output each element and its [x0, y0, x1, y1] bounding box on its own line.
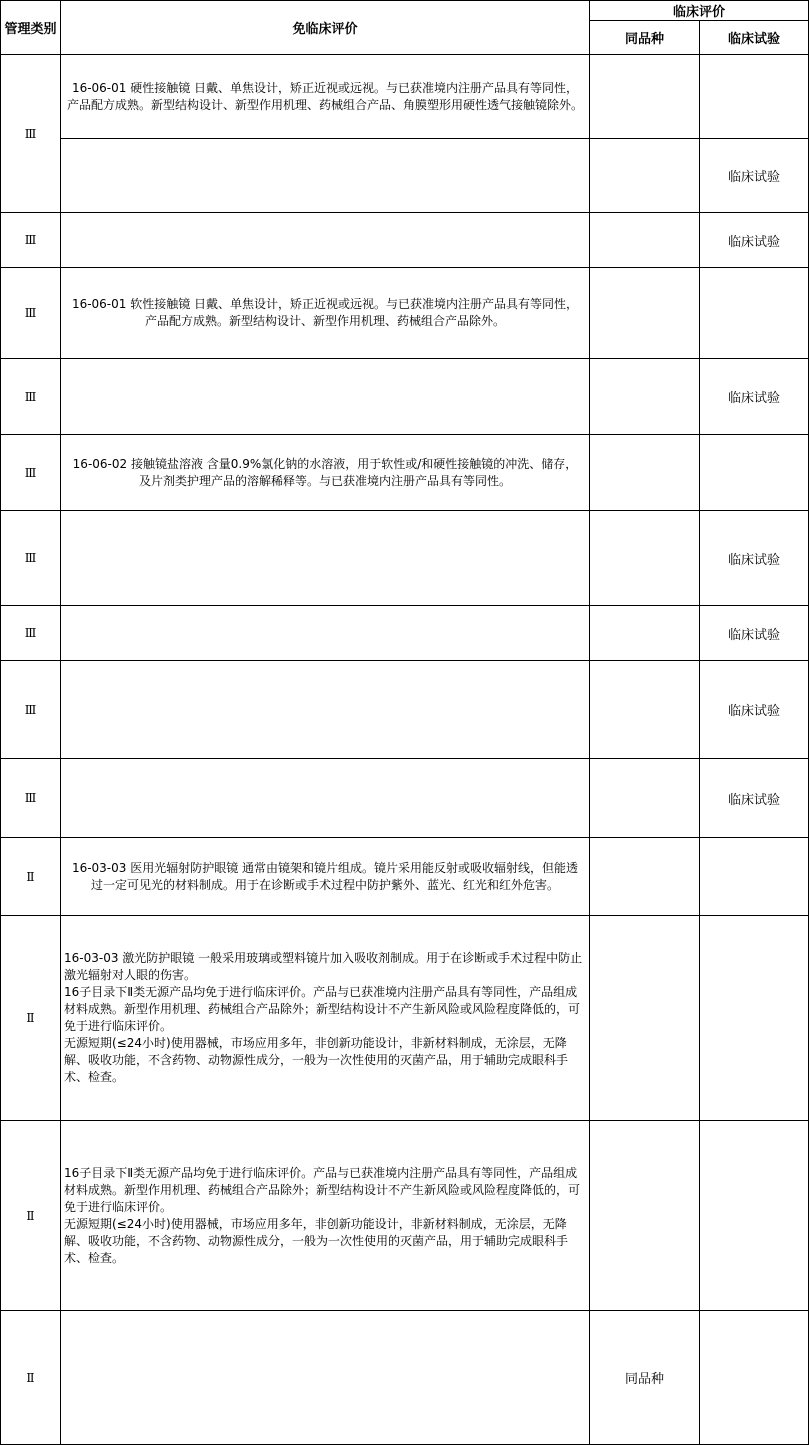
- row-category: Ⅲ: [1, 759, 61, 838]
- row-description: 16-06-01 软性接触镜 日戴、单焦设计，矫正近视或远视。与已获准境内注册产品具有等同性，产品配方成熟。新型结构设计、新型作用机理、药械组合产品除外。: [61, 268, 590, 359]
- row-clinical-trial: 临床试验: [700, 139, 809, 213]
- row-same-variety: [590, 511, 700, 606]
- row-description: [61, 759, 590, 838]
- table-row: [1, 661, 809, 759]
- row-same-variety: [590, 838, 700, 916]
- header-same-variety: 同品种: [590, 21, 700, 55]
- row-description: [61, 139, 590, 213]
- row-same-variety: [590, 916, 700, 1121]
- header-clinical-trial: 临床试验: [700, 21, 809, 55]
- row-category: Ⅲ: [1, 661, 61, 759]
- row-clinical-trial: [700, 838, 809, 916]
- row-category: Ⅲ: [1, 55, 61, 213]
- header-clinical-eval: 临床评价: [590, 1, 809, 21]
- row-clinical-trial: 临床试验: [700, 759, 809, 838]
- row-category: Ⅱ: [1, 838, 61, 916]
- row-same-variety: 同品种: [590, 1311, 700, 1445]
- row-description: [61, 359, 590, 435]
- row-category: Ⅲ: [1, 511, 61, 606]
- table-row: [1, 1121, 809, 1311]
- row-clinical-trial: 临床试验: [700, 661, 809, 759]
- row-clinical-trial: [700, 268, 809, 359]
- row-same-variety: [590, 1121, 700, 1311]
- row-description: [61, 1311, 590, 1445]
- table-row: [1, 511, 809, 606]
- row-clinical-trial: [700, 916, 809, 1121]
- table-row: [1, 759, 809, 838]
- row-clinical-trial: [700, 1311, 809, 1445]
- description-paragraph: 无源短期(≤24小时)使用器械，市场应用多年，非创新功能设计，非新材料制成，无涂层，无降解、吸收功能，不含药物、动物源性成分，一般为一次性使用的灭菌产品，用于辅助完成眼科手术、检查。: [64, 1216, 569, 1265]
- description-paragraph: 16子目录下Ⅱ类无源产品均免于进行临床评价。产品与已获准境内注册产品具有等同性，产品组成材料成熟。新型作用机理、药械组合产品除外；新型结构设计不产生新风险或风险程度降低的，可免于进行临床评价。: [64, 1165, 581, 1214]
- description-paragraph: 16子目录下Ⅱ类无源产品均免于进行临床评价。产品与已获准境内注册产品具有等同性，产品组成材料成熟。新型作用机理、药械组合产品除外；新型结构设计不产生新风险或风险程度降低的，可免于进行临床评价。: [64, 985, 581, 1033]
- row-category: Ⅲ: [1, 359, 61, 435]
- row-same-variety: [590, 435, 700, 511]
- row-description: [61, 1121, 590, 1311]
- row-same-variety: [590, 661, 700, 759]
- row-description: [61, 916, 590, 1121]
- row-description: [61, 511, 590, 606]
- row-description: [61, 661, 590, 759]
- row-same-variety: [590, 359, 700, 435]
- row-clinical-trial: [700, 1121, 809, 1311]
- row-category: Ⅲ: [1, 435, 61, 511]
- row-description: 16-06-01 硬性接触镜 日戴、单焦设计，矫正近视或远视。与已获准境内注册产品具有等同性，产品配方成熟。新型结构设计、新型作用机理、药械组合产品、角膜塑形用硬性透气接触镜除外。: [61, 55, 590, 139]
- table-row: [1, 1311, 809, 1445]
- row-clinical-trial: 临床试验: [700, 213, 809, 268]
- description-paragraph: 无源短期(≤24小时)使用器械，市场应用多年，非创新功能设计，非新材料制成，无涂层，无降解、吸收功能，不含药物、动物源性成分，一般为一次性使用的灭菌产品，用于辅助完成眼科手术、检查。: [64, 1036, 569, 1084]
- row-description: [61, 606, 590, 661]
- row-category: Ⅱ: [1, 1311, 61, 1445]
- table-row: [1, 268, 809, 359]
- row-description: [61, 213, 590, 268]
- row-category: Ⅱ: [1, 1121, 61, 1311]
- description-paragraph: 16-03-03 激光防护眼镜 一般采用玻璃或塑料镜片加入吸收剂制成。用于在诊断或手术过程中防止激光辐射对人眼的伤害。: [64, 951, 583, 982]
- row-clinical-trial: [700, 55, 809, 139]
- header-row-top: [1, 1, 809, 21]
- row-same-variety: [590, 606, 700, 661]
- row-same-variety: [590, 213, 700, 268]
- row-same-variety: [590, 268, 700, 359]
- table-row: [1, 213, 809, 268]
- table-row: [1, 55, 809, 139]
- row-clinical-trial: 临床试验: [700, 359, 809, 435]
- header-category: 管理类别: [1, 1, 61, 55]
- row-clinical-trial: 临床试验: [700, 511, 809, 606]
- table-row: [1, 435, 809, 511]
- table-row: [1, 838, 809, 916]
- row-category: Ⅲ: [1, 606, 61, 661]
- row-clinical-trial: 临床试验: [700, 606, 809, 661]
- table-row: [1, 606, 809, 661]
- table-row: [1, 916, 809, 1121]
- row-category: Ⅲ: [1, 213, 61, 268]
- row-same-variety: [590, 55, 700, 139]
- row-category: Ⅲ: [1, 268, 61, 359]
- table-row: [1, 359, 809, 435]
- row-description: 16-03-03 医用光辐射防护眼镜 通常由镜架和镜片组成。镜片采用能反射或吸收辐射线，但能透过一定可见光的材料制成。用于在诊断或手术过程中防护紫外、蓝光、红光和红外危害。: [61, 838, 590, 916]
- row-description: 16-06-02 接触镜盐溶液 含量0.9%氯化钠的水溶液，用于软性或/和硬性接触镜的冲洗、储存，及片剂类护理产品的溶解稀释等。与已获准境内注册产品具有等同性。: [61, 435, 590, 511]
- row-same-variety: [590, 139, 700, 213]
- row-same-variety: [590, 759, 700, 838]
- header-exempt: 免临床评价: [61, 1, 590, 55]
- row-category: Ⅱ: [1, 916, 61, 1121]
- table-row: [1, 139, 809, 213]
- row-clinical-trial: [700, 435, 809, 511]
